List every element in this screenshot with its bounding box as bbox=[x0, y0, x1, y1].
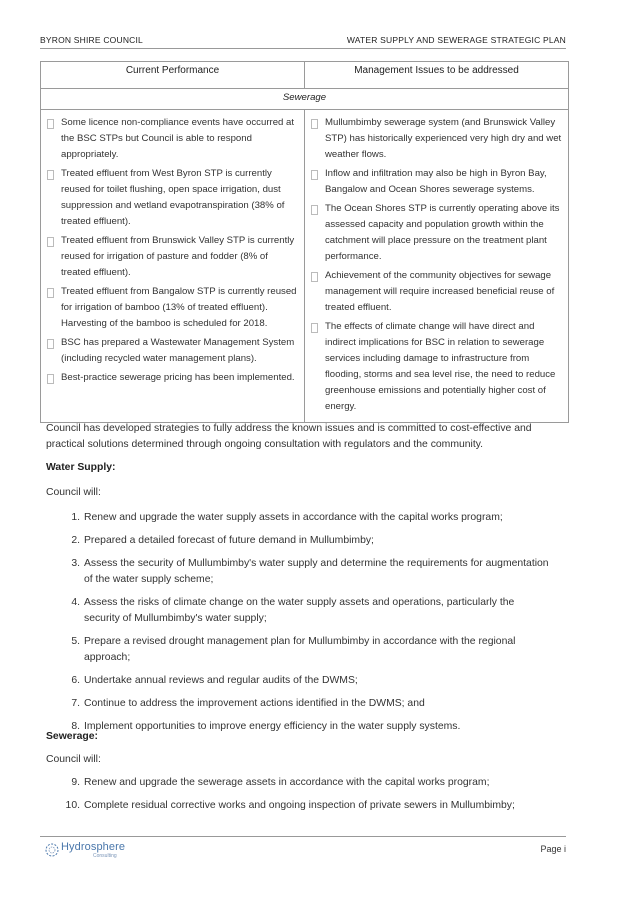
list-item-number: 1. bbox=[71, 512, 80, 523]
list-item bbox=[46, 696, 550, 712]
list-item-number: 8. bbox=[71, 721, 80, 732]
bullet-box-icon bbox=[47, 374, 54, 384]
management-issues-list bbox=[311, 115, 562, 415]
water-supply-actions bbox=[46, 510, 550, 735]
logo-name: Hydrosphere bbox=[61, 841, 126, 853]
intro-paragraph: Council has developed strategies to fully address the known issues and is committed to cost-effective and practical solutions determined through ongoing consultation with regulators and the community. bbox=[46, 423, 532, 450]
bullet-box-icon bbox=[47, 288, 54, 298]
performance-item bbox=[47, 166, 298, 230]
list-item-number: 4. bbox=[71, 597, 80, 608]
column-header-current-performance: Current Performance bbox=[41, 62, 305, 89]
performance-item-text: BSC has prepared a Wastewater Management System (including recycled water management plans). bbox=[61, 337, 295, 364]
list-item-text: Renew and upgrade the sewerage assets in accordance with the capital works program; bbox=[84, 777, 490, 788]
management-issues-cell bbox=[305, 110, 569, 423]
issue-item bbox=[311, 268, 562, 316]
performance-item-text: Treated effluent from West Byron STP is currently reused for toilet flushing, open space irrigation, dust suppression and wetland evapotranspiration (38% of treated effluent). bbox=[61, 168, 285, 227]
list-item-text: Implement opportunities to improve energy efficiency in the water supply systems. bbox=[84, 721, 461, 732]
list-item-text: Complete residual corrective works and ongoing inspection of private sewers in Mullumbimby; bbox=[84, 800, 515, 811]
issue-item-text: Inflow and infiltration may also be high in Byron Bay, Bangalow and Ocean Shores sewerage systems. bbox=[325, 168, 547, 195]
performance-item bbox=[47, 115, 298, 163]
bullet-box-icon bbox=[311, 170, 318, 180]
sewerage-section bbox=[46, 729, 550, 821]
performance-item-text: Some licence non-compliance events have occurred at the BSC STPs but Council is able to respond appropriately. bbox=[61, 117, 295, 160]
table-header-row bbox=[41, 62, 569, 89]
bullet-box-icon bbox=[311, 272, 318, 282]
list-item-text: Continue to address the improvement actions identified in the DWMS; and bbox=[84, 698, 425, 709]
list-item-number: 5. bbox=[71, 636, 80, 647]
table-section-row bbox=[41, 89, 569, 110]
sewerage-heading: Sewerage: bbox=[46, 731, 98, 742]
list-item-number: 3. bbox=[71, 558, 80, 569]
list-item-number: 9. bbox=[71, 777, 80, 788]
list-item bbox=[46, 533, 550, 549]
list-item bbox=[46, 634, 550, 666]
bullet-box-icon bbox=[311, 119, 318, 129]
water-supply-section bbox=[46, 460, 550, 742]
bullet-box-icon bbox=[47, 170, 54, 180]
list-item-text: Undertake annual reviews and regular audits of the DWMS; bbox=[84, 675, 358, 686]
list-item-text: Prepare a revised drought management plan for Mullumbimby in accordance with the regional approach; bbox=[84, 636, 516, 663]
issue-item-text: Achievement of the community objectives for sewage management will require increased beneficial reuse of treated effluent. bbox=[325, 270, 555, 313]
current-performance-list bbox=[47, 115, 298, 386]
list-item bbox=[46, 673, 550, 689]
list-item bbox=[46, 775, 550, 791]
performance-item bbox=[47, 284, 298, 332]
header-document-title: WATER SUPPLY AND SEWERAGE STRATEGIC PLAN bbox=[346, 35, 566, 45]
footer-divider bbox=[40, 836, 566, 837]
bullet-box-icon bbox=[311, 323, 318, 333]
list-item bbox=[46, 798, 550, 814]
list-item bbox=[46, 595, 550, 627]
list-item-number: 6. bbox=[71, 675, 80, 686]
sewerage-lead: Council will: bbox=[46, 754, 101, 765]
performance-item-text: Best-practice sewerage pricing has been implemented. bbox=[61, 372, 295, 383]
list-item-text: Renew and upgrade the water supply assets in accordance with the capital works program; bbox=[84, 512, 503, 523]
bullet-box-icon bbox=[47, 237, 54, 247]
issue-item bbox=[311, 319, 562, 415]
issue-item-text: The effects of climate change will have direct and indirect implications for BSC in relation to sewerage services including damage to infrastructure from flooding, storms and sea level rise, the need to reduce greenhouse emissions and potentially higher cost of energy. bbox=[325, 321, 556, 412]
list-item bbox=[46, 510, 550, 526]
section-label-sewerage: Sewerage bbox=[41, 89, 569, 110]
list-item-number: 2. bbox=[71, 535, 80, 546]
bullet-box-icon bbox=[311, 205, 318, 215]
header-divider bbox=[40, 48, 566, 49]
hydrosphere-logo-icon bbox=[44, 842, 60, 858]
performance-item bbox=[47, 233, 298, 281]
hydrosphere-logo bbox=[44, 840, 134, 860]
body-section bbox=[46, 421, 550, 453]
logo-subtitle: Consulting bbox=[93, 853, 117, 859]
issue-item bbox=[311, 166, 562, 198]
page-number: Page i bbox=[540, 844, 566, 854]
list-item bbox=[46, 556, 550, 588]
header-organisation: BYRON SHIRE COUNCIL bbox=[40, 35, 143, 45]
performance-issues-table bbox=[40, 61, 569, 423]
bullet-box-icon bbox=[47, 119, 54, 129]
list-item-text: Assess the risks of climate change on the water supply assets and operations, particularly the security of Mullumbimby's water supply; bbox=[84, 597, 515, 624]
issue-item bbox=[311, 201, 562, 265]
water-supply-lead: Council will: bbox=[46, 487, 101, 498]
issue-item-text: Mullumbimby sewerage system (and Brunswick Valley STP) has historically experienced very high dry and wet weather flows. bbox=[325, 117, 562, 160]
performance-item bbox=[47, 335, 298, 367]
list-item-number: 10. bbox=[65, 800, 80, 811]
column-header-management-issues: Management Issues to be addressed bbox=[305, 62, 569, 89]
table-row bbox=[41, 110, 569, 423]
current-performance-cell bbox=[41, 110, 305, 423]
performance-item bbox=[47, 370, 298, 386]
list-item-text: Prepared a detailed forecast of future demand in Mullumbimby; bbox=[84, 535, 374, 546]
performance-item-text: Treated effluent from Brunswick Valley STP is currently reused for irrigation of pasture and fodder (8% of treated effluent). bbox=[61, 235, 295, 278]
issue-item bbox=[311, 115, 562, 163]
list-item-number: 7. bbox=[71, 698, 80, 709]
page-header bbox=[40, 35, 566, 45]
bullet-box-icon bbox=[47, 339, 54, 349]
sewerage-actions bbox=[46, 775, 550, 814]
list-item-text: Assess the security of Mullumbimby's water supply and determine the requirements for augmentation of the water supply scheme; bbox=[84, 558, 549, 585]
performance-item-text: Treated effluent from Bangalow STP is currently reused for irrigation of bamboo (13% of treated effluent). Harvesting of the bamboo is scheduled for 2018. bbox=[61, 286, 297, 329]
water-supply-heading: Water Supply: bbox=[46, 462, 116, 473]
issue-item-text: The Ocean Shores STP is currently operating above its assessed capacity and population growth within the catchment will place pressure on the treatment plant performance. bbox=[325, 203, 560, 262]
